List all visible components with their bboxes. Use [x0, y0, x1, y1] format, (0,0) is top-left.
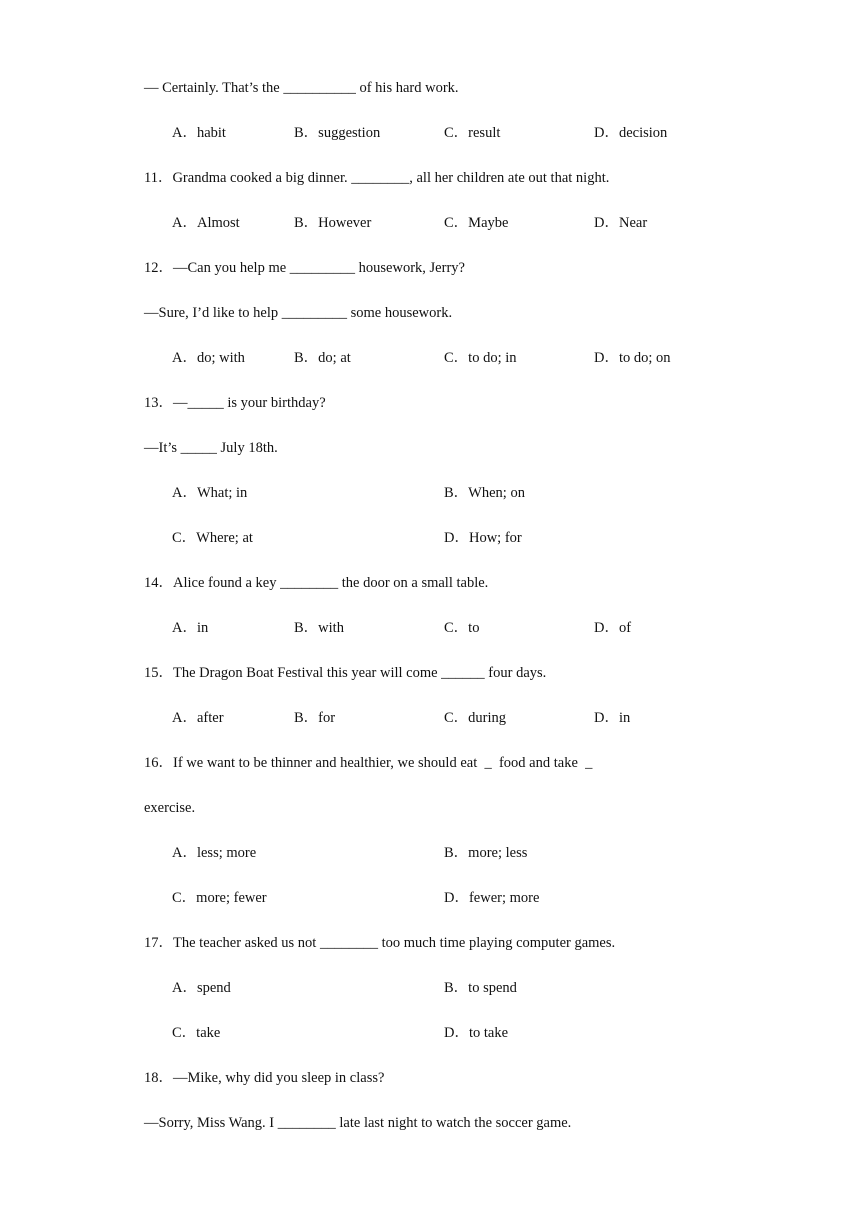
option-d: D．to do; on	[594, 350, 671, 366]
option-b: B．do; at	[294, 350, 351, 366]
question-15: 15．The Dragon Boat Festival this year will come ______ four days.	[144, 665, 547, 681]
question-18-reply: —Sorry, Miss Wang. I ________ late last night to watch the soccer game.	[144, 1115, 572, 1131]
option-b: B．suggestion	[294, 125, 381, 141]
option-c: C．result	[444, 125, 501, 141]
question-12-reply: —Sure, I’d like to help _________ some housework.	[144, 305, 453, 321]
option-c: C．Where; at	[172, 530, 253, 546]
option-a: A．do; with	[172, 350, 245, 366]
option-b: B．to spend	[444, 980, 517, 996]
question-17: 17．The teacher asked us not ________ too much time playing computer games.	[144, 935, 616, 951]
option-d: D．fewer; more	[444, 890, 540, 906]
option-c: C．to do; in	[444, 350, 517, 366]
option-b: B．more; less	[444, 845, 528, 861]
option-c: C．Maybe	[444, 215, 509, 231]
option-c: C．during	[444, 710, 507, 726]
question-16: 16．If we want to be thinner and healthier, we should eat _ food and take _	[144, 755, 593, 771]
option-a: A．Almost	[172, 215, 240, 231]
option-b: B．for	[294, 710, 336, 726]
option-c: C．to	[444, 620, 480, 636]
option-d: D．decision	[594, 125, 668, 141]
option-a: A．spend	[172, 980, 231, 996]
option-a: A．less; more	[172, 845, 257, 861]
option-b: B．with	[294, 620, 344, 636]
option-a: A．habit	[172, 125, 226, 141]
option-c: C．take	[172, 1025, 221, 1041]
option-b: B．However	[294, 215, 372, 231]
question-14: 14．Alice found a key ________ the door on a small table.	[144, 575, 489, 591]
option-d: D．of	[594, 620, 632, 636]
option-d: D．How; for	[444, 530, 522, 546]
answer-line: — Certainly. That’s the __________ of his hard work.	[144, 80, 459, 96]
option-a: A．in	[172, 620, 209, 636]
option-d: D．Near	[594, 215, 648, 231]
option-a: A．What; in	[172, 485, 248, 501]
question-18: 18．—Mike, why did you sleep in class?	[144, 1070, 385, 1086]
question-13: 13．—_____ is your birthday?	[144, 395, 326, 411]
question-13-reply: —It’s _____ July 18th.	[144, 440, 278, 456]
question-16-continued: exercise.	[144, 800, 196, 816]
question-11: 11．Grandma cooked a big dinner. ________, all her children ate out that night.	[144, 170, 610, 186]
option-d: D．in	[594, 710, 631, 726]
option-d: D．to take	[444, 1025, 509, 1041]
option-c: C．more; fewer	[172, 890, 267, 906]
option-b: B．When; on	[444, 485, 525, 501]
question-12: 12．—Can you help me _________ housework, Jerry?	[144, 260, 465, 276]
option-a: A．after	[172, 710, 224, 726]
